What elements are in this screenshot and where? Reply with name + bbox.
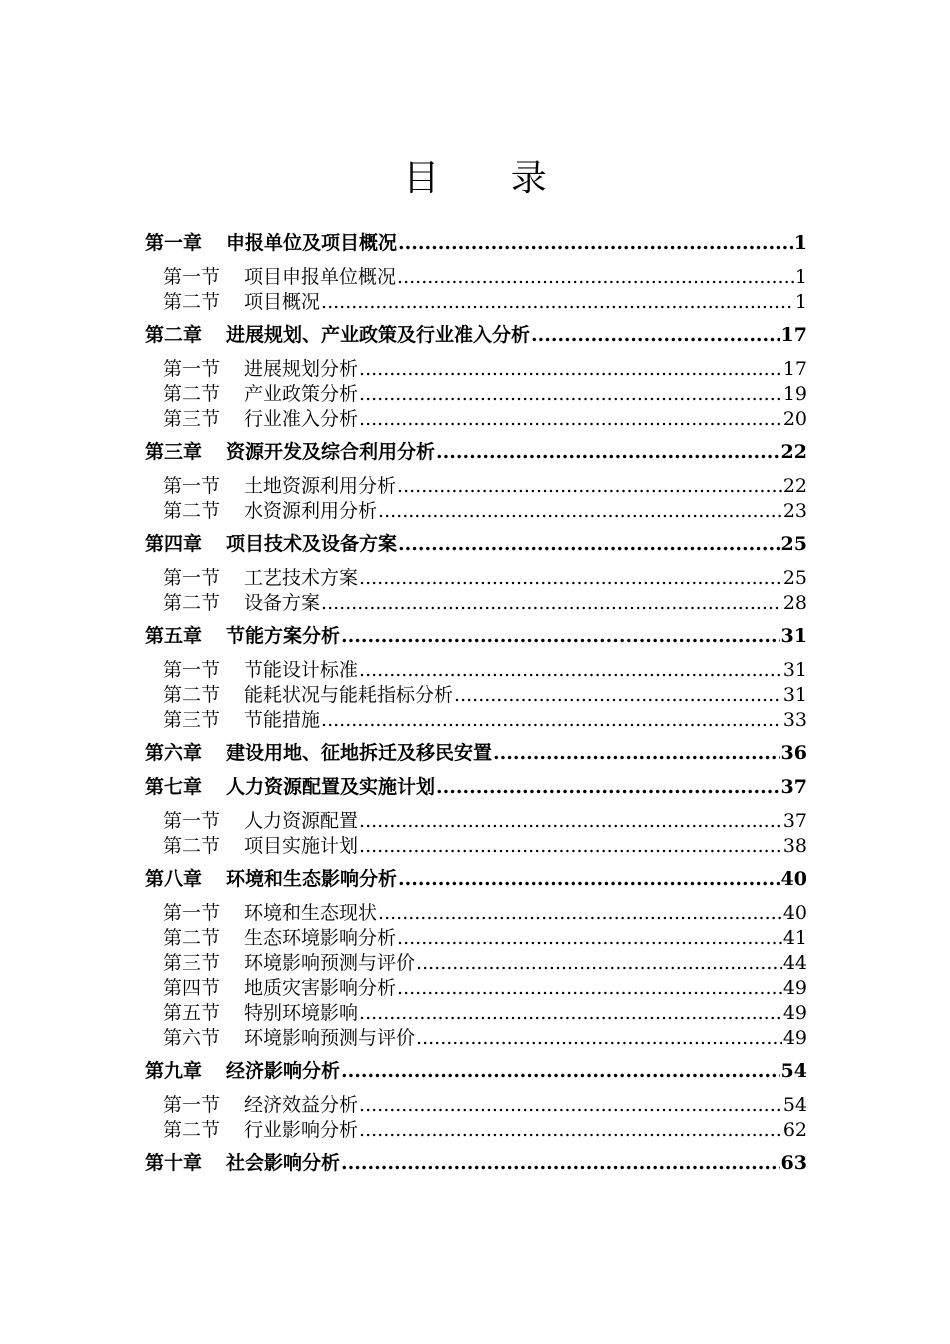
- toc-page-number: 44: [782, 952, 807, 974]
- toc-entry-text: 资源开发及综合利用分析: [226, 441, 436, 463]
- toc-section-entry[interactable]: [145, 354, 807, 379]
- toc-chapter-entry[interactable]: [145, 772, 807, 798]
- toc-entry-text: 节能方案分析: [226, 625, 341, 647]
- toc-entry-number: 第六章: [145, 742, 203, 764]
- toc-dot-leader: [436, 776, 780, 798]
- toc-entry-text: 环境和生态影响分析: [226, 868, 398, 890]
- toc-entry-text: 环境影响预测与评价: [244, 952, 416, 974]
- toc-section-entry[interactable]: [145, 831, 807, 856]
- toc-section-entry[interactable]: [145, 973, 807, 998]
- toc-entry-title: [163, 287, 320, 314]
- toc-entry-number: 第一节: [163, 358, 221, 380]
- toc-entry-text: 进展规划分析: [244, 358, 359, 380]
- toc-dot-leader: [378, 902, 782, 924]
- toc-page-number: 36: [780, 742, 807, 764]
- toc-dot-leader: [359, 810, 782, 832]
- toc-chapter-entry[interactable]: [145, 228, 807, 254]
- toc-entry-title: [163, 379, 358, 406]
- toc-section-entry[interactable]: [145, 923, 807, 948]
- toc-page-number: 54: [780, 1060, 807, 1082]
- toc-dot-leader: [359, 358, 782, 380]
- toc-entry-number: 第二节: [163, 927, 221, 949]
- table-of-contents: [145, 220, 807, 1182]
- toc-entry-text: 工艺技术方案: [244, 567, 359, 589]
- toc-entry-number: 第一章: [145, 232, 203, 254]
- toc-section-entry[interactable]: [145, 1023, 807, 1048]
- toc-entry-title: [163, 655, 358, 682]
- toc-chapter-entry[interactable]: [145, 1056, 807, 1082]
- toc-entry-number: 第二节: [163, 835, 221, 857]
- toc-entry-number: 第四节: [163, 977, 221, 999]
- toc-entry-text: 经济影响分析: [226, 1060, 341, 1082]
- toc-dot-leader: [436, 441, 780, 463]
- toc-dot-leader: [359, 835, 782, 857]
- toc-entry-number: 第三节: [163, 408, 221, 430]
- toc-entry-number: 第一节: [163, 659, 221, 681]
- toc-entry-number: 第一节: [163, 567, 221, 589]
- toc-dot-leader: [398, 232, 793, 254]
- toc-entry-title: [163, 898, 377, 925]
- toc-entry-text: 社会影响分析: [226, 1152, 341, 1174]
- toc-entry-text: 进展规划、产业政策及行业准入分析: [226, 324, 531, 346]
- toc-page-number: 41: [782, 927, 807, 949]
- toc-entry-title: [163, 948, 415, 975]
- toc-chapter-entry[interactable]: [145, 437, 807, 463]
- toc-page-number: 40: [780, 868, 807, 890]
- toc-entry-title: [163, 680, 453, 707]
- toc-page-number: 54: [782, 1094, 807, 1116]
- toc-dot-leader: [397, 977, 782, 999]
- toc-entry-number: 第一节: [163, 1094, 221, 1116]
- toc-section-entry[interactable]: [145, 262, 807, 287]
- toc-section-entry[interactable]: [145, 898, 807, 923]
- toc-entry-title: [163, 1023, 415, 1050]
- toc-entry-title: [163, 262, 396, 289]
- toc-section-entry[interactable]: [145, 404, 807, 429]
- toc-entry-text: 项目概况: [244, 291, 321, 313]
- toc-dot-leader: [341, 625, 780, 647]
- toc-dot-leader: [321, 291, 794, 313]
- toc-entry-title: [163, 496, 377, 523]
- toc-dot-leader: [531, 324, 780, 346]
- toc-section-entry[interactable]: [145, 1090, 807, 1115]
- toc-entry-text: 环境和生态现状: [244, 902, 378, 924]
- toc-chapter-entry[interactable]: [145, 621, 807, 647]
- toc-dot-leader: [341, 1152, 780, 1174]
- toc-chapter-entry[interactable]: [145, 320, 807, 346]
- toc-entry-number: 第一节: [163, 266, 221, 288]
- toc-entry-number: 第三节: [163, 709, 221, 731]
- toc-page-number: 49: [782, 977, 807, 999]
- toc-page-number: 37: [782, 810, 807, 832]
- toc-entry-number: 第二节: [163, 383, 221, 405]
- toc-entry-text: 节能设计标准: [244, 659, 359, 681]
- toc-page-number: 20: [782, 408, 807, 430]
- toc-entry-text: 经济效益分析: [244, 1094, 359, 1116]
- toc-entry-text: 设备方案: [244, 592, 321, 614]
- toc-entry-title: [163, 973, 396, 1000]
- toc-section-entry[interactable]: [145, 287, 807, 312]
- toc-entry-number: 第二节: [163, 291, 221, 313]
- toc-entry-number: 第五章: [145, 625, 203, 647]
- toc-entry-number: 第七章: [145, 776, 203, 798]
- toc-section-entry[interactable]: [145, 948, 807, 973]
- toc-entry-title: [163, 471, 396, 498]
- toc-entry-number: 第二节: [163, 592, 221, 614]
- toc-entry-number: 第一节: [163, 810, 221, 832]
- toc-entry-title: [145, 320, 530, 347]
- toc-entry-number: 第一节: [163, 475, 221, 497]
- toc-entry-title: [145, 437, 435, 464]
- toc-page-number: 22: [782, 475, 807, 497]
- toc-dot-leader: [359, 567, 782, 589]
- toc-page-number: 1: [794, 291, 807, 313]
- toc-entry-title: [163, 998, 358, 1025]
- toc-page-number: 31: [782, 659, 807, 681]
- toc-dot-leader: [321, 709, 782, 731]
- toc-page-number: 38: [782, 835, 807, 857]
- toc-entry-number: 第四章: [145, 533, 203, 555]
- toc-dot-leader: [378, 500, 782, 522]
- toc-entry-text: 特别环境影响: [244, 1002, 359, 1024]
- toc-page-number: 40: [782, 902, 807, 924]
- toc-entry-title: [145, 772, 435, 799]
- toc-entry-number: 第二节: [163, 500, 221, 522]
- toc-entry-title: [145, 529, 397, 556]
- toc-entry-title: [163, 404, 358, 431]
- toc-entry-text: 水资源利用分析: [244, 500, 378, 522]
- toc-page-number: 19: [782, 383, 807, 405]
- toc-page-number: 25: [780, 533, 807, 555]
- toc-entry-text: 申报单位及项目概况: [226, 232, 398, 254]
- toc-dot-leader: [398, 868, 780, 890]
- toc-section-entry[interactable]: [145, 379, 807, 404]
- toc-entry-title: [163, 588, 320, 615]
- toc-entry-number: 第五节: [163, 1002, 221, 1024]
- toc-dot-leader: [416, 1027, 782, 1049]
- toc-entry-title: [145, 738, 492, 765]
- toc-entry-text: 行业影响分析: [244, 1119, 359, 1141]
- toc-entry-text: 人力资源配置: [244, 810, 359, 832]
- toc-entry-number: 第三章: [145, 441, 203, 463]
- toc-section-entry[interactable]: [145, 998, 807, 1023]
- toc-entry-text: 节能措施: [244, 709, 321, 731]
- toc-dot-leader: [359, 1094, 782, 1116]
- toc-entry-title: [163, 831, 358, 858]
- toc-dot-leader: [397, 927, 782, 949]
- toc-entry-number: 第二节: [163, 1119, 221, 1141]
- toc-entry-text: 产业政策分析: [244, 383, 359, 405]
- toc-page-number: 63: [780, 1152, 807, 1174]
- toc-dot-leader: [359, 408, 782, 430]
- toc-page-number: 37: [780, 776, 807, 798]
- toc-dot-leader: [398, 533, 780, 555]
- toc-page-number: 31: [782, 684, 807, 706]
- toc-entry-title: [163, 705, 320, 732]
- toc-entry-text: 土地资源利用分析: [244, 475, 397, 497]
- toc-entry-text: 建设用地、征地拆迁及移民安置: [226, 742, 493, 764]
- toc-section-entry[interactable]: [145, 588, 807, 613]
- toc-entry-title: [163, 923, 396, 950]
- toc-section-entry[interactable]: [145, 806, 807, 831]
- page-title: 目 录: [403, 158, 577, 199]
- toc-entry-text: 生态环境影响分析: [244, 927, 397, 949]
- toc-entry-text: 项目技术及设备方案: [226, 533, 398, 555]
- toc-page-number: 49: [782, 1027, 807, 1049]
- toc-section-entry[interactable]: [145, 655, 807, 680]
- toc-entry-text: 能耗状况与能耗指标分析: [244, 684, 454, 706]
- toc-page-number: 31: [780, 625, 807, 647]
- toc-entry-number: 第六节: [163, 1027, 221, 1049]
- toc-dot-leader: [493, 742, 780, 764]
- toc-entry-text: 地质灾害影响分析: [244, 977, 397, 999]
- toc-dot-leader: [321, 592, 782, 614]
- toc-chapter-entry[interactable]: [145, 864, 807, 890]
- toc-entry-title: [163, 1090, 358, 1117]
- toc-dot-leader: [454, 684, 782, 706]
- toc-section-entry[interactable]: [145, 705, 807, 730]
- toc-entry-number: 第八章: [145, 868, 203, 890]
- toc-page-number: 33: [782, 709, 807, 731]
- toc-entry-title: [145, 864, 397, 891]
- toc-entry-title: [145, 228, 397, 255]
- toc-page-number: 17: [780, 324, 807, 346]
- toc-entry-number: 第三节: [163, 952, 221, 974]
- toc-page-number: 62: [782, 1119, 807, 1141]
- toc-section-entry[interactable]: [145, 563, 807, 588]
- toc-entry-title: [163, 1115, 358, 1142]
- toc-section-entry[interactable]: [145, 1115, 807, 1140]
- toc-dot-leader: [397, 266, 794, 288]
- toc-dot-leader: [416, 952, 782, 974]
- toc-section-entry[interactable]: [145, 680, 807, 705]
- toc-dot-leader: [359, 1119, 782, 1141]
- toc-page-number: 25: [782, 567, 807, 589]
- toc-page-number: 23: [782, 500, 807, 522]
- toc-dot-leader: [397, 475, 782, 497]
- toc-chapter-entry[interactable]: [145, 738, 807, 764]
- toc-section-entry[interactable]: [145, 496, 807, 521]
- toc-entry-number: 第一节: [163, 902, 221, 924]
- toc-page-number: 17: [782, 358, 807, 380]
- toc-entry-title: [163, 563, 358, 590]
- toc-page-number: 28: [782, 592, 807, 614]
- toc-dot-leader: [359, 1002, 782, 1024]
- toc-chapter-entry[interactable]: [145, 1148, 807, 1174]
- toc-dot-leader: [341, 1060, 780, 1082]
- toc-entry-title: [163, 354, 358, 381]
- toc-entry-title: [145, 621, 340, 648]
- toc-entry-number: 第十章: [145, 1152, 203, 1174]
- toc-page-number: 22: [780, 441, 807, 463]
- toc-entry-number: 第九章: [145, 1060, 203, 1082]
- toc-entry-text: 行业准入分析: [244, 408, 359, 430]
- toc-dot-leader: [359, 383, 782, 405]
- toc-entry-title: [145, 1056, 340, 1083]
- toc-page-number: 49: [782, 1002, 807, 1024]
- toc-entry-text: 环境影响预测与评价: [244, 1027, 416, 1049]
- toc-entry-number: 第二节: [163, 684, 221, 706]
- toc-chapter-entry[interactable]: [145, 529, 807, 555]
- toc-entry-title: [163, 806, 358, 833]
- toc-entry-title: [145, 1148, 340, 1175]
- toc-entry-text: 人力资源配置及实施计划: [226, 776, 436, 798]
- toc-section-entry[interactable]: [145, 471, 807, 496]
- toc-page-number: 1: [793, 232, 807, 254]
- toc-entry-text: 项目申报单位概况: [244, 266, 397, 288]
- toc-dot-leader: [359, 659, 782, 681]
- toc-page-number: 1: [794, 266, 807, 288]
- toc-entry-text: 项目实施计划: [244, 835, 359, 857]
- toc-entry-number: 第二章: [145, 324, 203, 346]
